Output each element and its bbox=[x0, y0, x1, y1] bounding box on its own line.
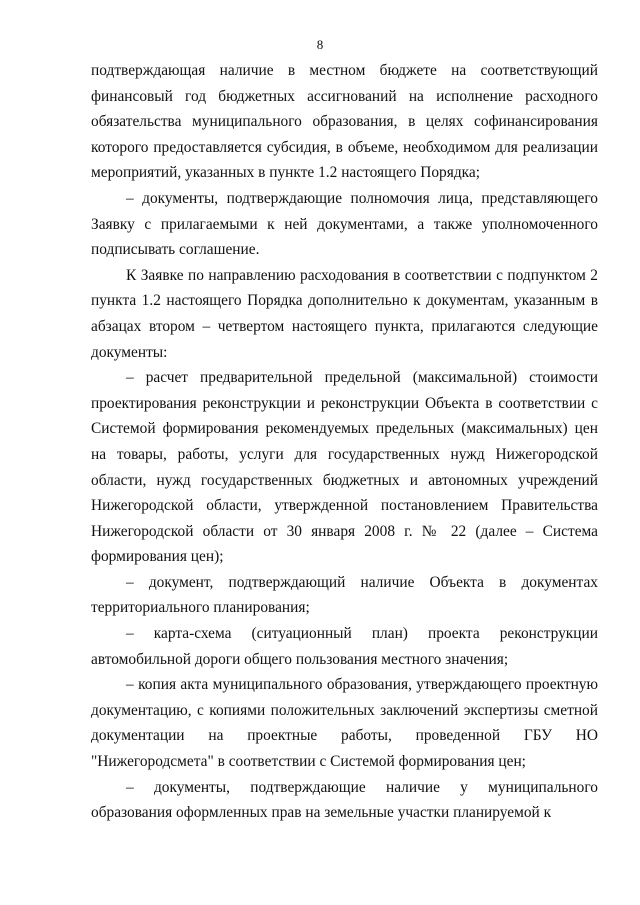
paragraph-cost-calculation: – расчет предварительной предельной (максимальной) стоимости проектирования реконструкции и реконструкции Объекта в соответствии с Системой формирования рекомендуемых предельных (максимальных) цен на товары, работы, услуги для государственных нужд Нижегородской области, нужд государственных бюджетных и автономных учреждений Нижегородской области, утвержденной постановлением Правительства Нижегородской области от 30 января 2008 г. № 22 (далее – Система формирования цен); bbox=[91, 369, 598, 566]
paragraph-budget-confirmation: подтверждающая наличие в местном бюджете на соответствующий финансовый год бюджетных ассигнований на исполнение расходного обязательства муниципального образования, в целях софинансирования которого предоставляется субсидия, в объеме, необходимом для реализации мероприятий, указанных в пункте 1.2 настоящего Порядка; bbox=[91, 62, 598, 182]
paragraph-municipal-act-copy: – копия акта муниципального образования, утверждающего проектную документацию, с копиями положительных заключений экспертизы сметной документации на проектные работы, проведенной ГБУ НО "Нижегородсмета" в соответствии с Системой формирования цен; bbox=[91, 676, 598, 771]
paragraph-additional-documents-intro: К Заявке по направлению расходования в соответствии с подпунктом 2 пункта 1.2 настоящего Порядка дополнительно к документам, указанным в абзацах втором – четвертом настоящего пункта, прилагаются следующие документы: bbox=[91, 266, 598, 361]
paragraph-authority-documents: – документы, подтверждающие полномочия лица, представляющего Заявку с прилагаемыми к ней документами, а также уполномоченного подписывать соглашение. bbox=[91, 189, 598, 259]
paragraph-site-plan: – карта-схема (ситуационный план) проекта реконструкции автомобильной дороги общего пользования местного значения; bbox=[91, 625, 598, 668]
document-body bbox=[91, 58, 598, 826]
paragraph-land-rights: – документы, подтверждающие наличие у муниципального образования оформленных прав на земельные участки планируемой к bbox=[91, 778, 598, 822]
page-number: 8 bbox=[316, 37, 324, 52]
paragraph-territorial-planning: – документ, подтверждающий наличие Объекта в документах территориального планирования; bbox=[91, 573, 598, 617]
